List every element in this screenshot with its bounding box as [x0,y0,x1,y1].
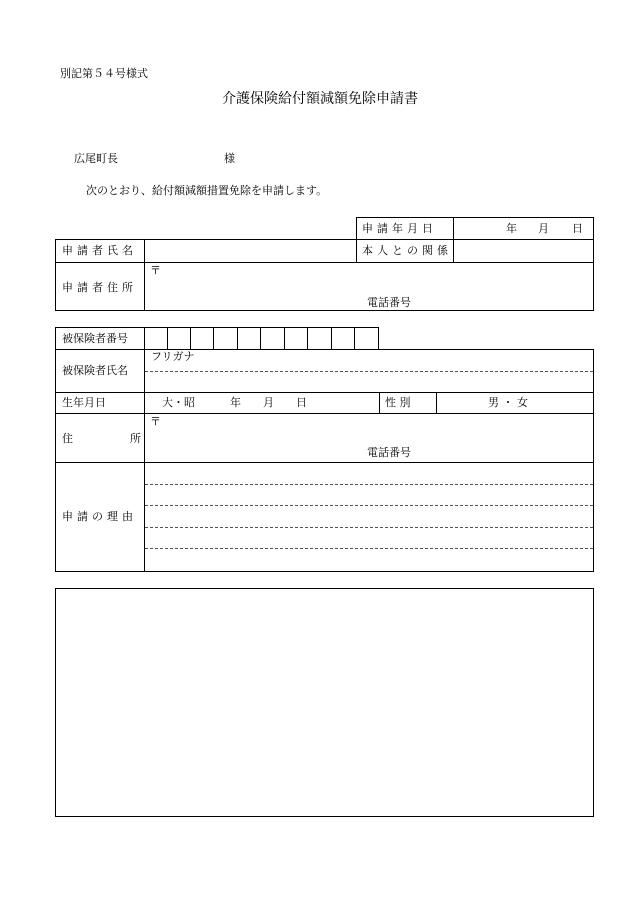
application-month-label: 月 [538,222,549,235]
insured-phone-label: 電話番号 [367,446,411,459]
birth-year-label: 年 [230,396,241,409]
application-date-label: 申請年月日 [362,222,437,235]
birth-day-label: 日 [296,396,307,409]
insured-postal-mark: 〒 [150,415,161,428]
form-title: 介護保険給付額減額免除申請書 [222,91,418,107]
furigana-label: フリガナ [151,350,195,363]
address-label-2: 所 [130,432,141,445]
addressee-name: 広尾町長 [74,152,118,165]
insured-number-label: 被保険者番号 [62,332,128,345]
applicant-name-field[interactable] [146,241,354,260]
notes-box[interactable] [55,588,594,817]
applicant-address-label: 申請者住所 [62,281,137,294]
address-label-1: 住 [62,432,73,445]
birth-era: 大・昭 [162,396,195,409]
applicant-phone-label: 電話番号 [367,296,411,309]
applicant-postal-mark: 〒 [150,264,161,277]
insured-name-field[interactable] [146,373,592,390]
application-day-label: 日 [572,222,583,235]
application-year-label: 年 [506,222,517,235]
reason-label: 申請の理由 [62,510,137,523]
sex-label: 性 別 [385,396,411,409]
birth-date-label: 生年月日 [62,396,106,409]
form-number: 別記第５４号様式 [60,67,148,80]
applicant-name-label: 申請者氏名 [62,244,137,257]
birth-month-label: 月 [263,396,274,409]
insured-number-field[interactable] [145,328,378,349]
intro-text: 次のとおり、給付額減額措置免除を申請します。 [86,184,328,197]
addressee-honorific: 様 [224,152,235,165]
sex-options[interactable]: 男 ・ 女 [488,396,528,409]
insured-name-label: 被保険者氏名 [62,364,128,377]
reason-field[interactable] [146,464,592,570]
relation-label: 本人との関係 [362,244,452,257]
relation-field[interactable] [455,241,591,260]
